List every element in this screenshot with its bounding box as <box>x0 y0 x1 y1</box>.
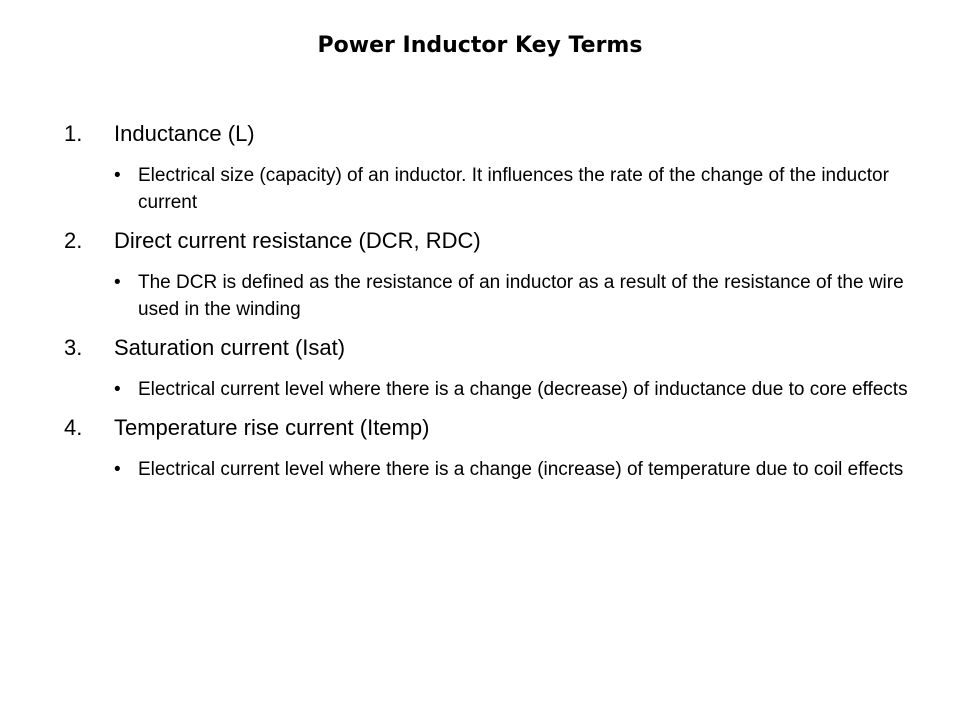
term-detail <box>114 269 924 323</box>
term-heading <box>64 411 924 445</box>
term-heading <box>64 117 924 151</box>
term-heading <box>64 331 924 365</box>
bullet-icon: • <box>114 272 121 293</box>
term-description: Electrical current level where there is a change (increase) of temperature due to coil effects <box>138 459 904 480</box>
term-item-saturation-current <box>64 331 924 403</box>
term-description: Electrical size (capacity) of an inductor. It influences the rate of the change of the inductor current <box>138 165 889 213</box>
term-heading <box>64 224 924 258</box>
term-number: 2. <box>64 228 83 253</box>
bullet-icon: • <box>114 165 121 186</box>
term-description: Electrical current level where there is a change (decrease) of inductance due to core effects <box>138 379 908 400</box>
term-title: Direct current resistance (DCR, RDC) <box>114 228 481 253</box>
term-item-temperature-rise-current <box>64 411 924 483</box>
term-number: 4. <box>64 415 83 440</box>
term-description: The DCR is defined as the resistance of an inductor as a result of the resistance of the wire used in the winding <box>138 272 904 320</box>
term-detail <box>114 162 924 216</box>
term-number: 3. <box>64 335 83 360</box>
term-title: Inductance (L) <box>114 121 255 146</box>
term-title: Temperature rise current (Itemp) <box>114 415 430 440</box>
term-title: Saturation current (Isat) <box>114 335 346 360</box>
slide-title: Power Inductor Key Terms <box>317 33 643 58</box>
term-number: 1. <box>64 121 83 146</box>
term-detail <box>114 376 924 403</box>
bullet-icon: • <box>114 459 121 480</box>
term-item-inductance <box>64 117 924 216</box>
term-detail <box>114 456 924 483</box>
term-item-dcr <box>64 224 924 323</box>
bullet-icon: • <box>114 379 121 400</box>
key-terms-list <box>64 117 924 483</box>
